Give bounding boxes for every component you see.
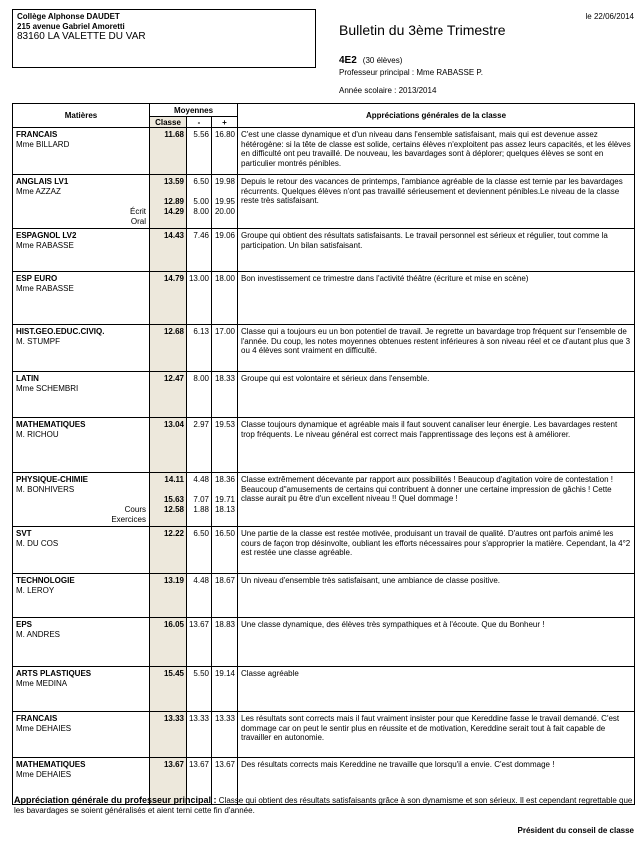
appreciation-text: Depuis le retour des vacances de printemps, l'ambiance agréable de la classe est ternie par les bavardages récurrents. Quelques élèves n'ont pas travaillé sérieusement et deviennent pénibles.Le niveau de la classe reste très satisfaisant.	[241, 177, 623, 206]
min-average: 7.46	[193, 231, 209, 240]
subject-row	[13, 667, 635, 712]
appreciation-text: Groupe qui obtient des résultats satisfaisants. Le travail personnel est sérieux et régulier, tout comme la participation. Un bilan satisfaisant.	[241, 231, 608, 250]
school-address-line2: 83160 LA VALETTE DU VAR	[17, 31, 146, 42]
subject-name: SVT	[16, 529, 32, 538]
appreciation-text: Bon investissement ce trimestre dans l'activité théâtre (écriture et mise en scène)	[241, 274, 529, 283]
subject-name: ESP EURO	[16, 274, 58, 283]
sub-class-average: 15.63	[163, 495, 184, 504]
min-cell	[187, 325, 212, 372]
subject-cell	[13, 418, 150, 473]
class-average: 12.68	[163, 327, 184, 336]
subject-name: HIST.GEO.EDUC.CIVIQ.	[16, 327, 105, 336]
appreciation-cell	[238, 418, 635, 473]
max-average: 13.67	[214, 760, 235, 769]
subject-name: MATHEMATIQUES	[16, 420, 86, 429]
min-cell	[187, 272, 212, 325]
subject-cell	[13, 473, 150, 527]
appreciation-text: Classe qui a toujours eu un bon potentiel de travail. Je regrette un bavardage trop fréquent sur l'ensemble de l'année. Du coup, les notes moyennes obtenues restent inférieures à son niveau réel et ce d'autant plus que 3 ou 4 élèves sont vraiment en difficulté.	[241, 327, 631, 356]
subject-cell	[13, 574, 150, 618]
min-cell	[187, 229, 212, 272]
max-average: 16.50	[214, 529, 235, 538]
class-average-cell	[150, 473, 187, 527]
sub-max-average: 19.95	[214, 197, 235, 206]
appreciation-text: Des résultats corrects mais Kereddine ne travaille que lorsqu'il a envie. C'est dommage !	[241, 760, 555, 769]
class-average: 13.19	[163, 576, 184, 585]
subject-row	[13, 418, 635, 473]
appreciation-cell	[238, 712, 635, 758]
appreciation-cell	[238, 325, 635, 372]
appreciation-cell	[238, 574, 635, 618]
subject-name: ARTS PLASTIQUES	[16, 669, 92, 678]
subject-name: EPS	[16, 620, 33, 629]
subject-row	[13, 527, 635, 574]
class-average-cell	[150, 574, 187, 618]
min-cell	[187, 473, 212, 527]
sub-class-average: 14.29	[163, 207, 184, 216]
subject-row	[13, 574, 635, 618]
min-cell	[187, 418, 212, 473]
max-cell	[212, 618, 238, 667]
min-average: 5.50	[193, 669, 209, 678]
teacher-name: Mme BILLARD	[16, 140, 70, 149]
min-average: 4.48	[193, 475, 209, 484]
class-average: 13.04	[163, 420, 184, 429]
min-average: 13.00	[188, 274, 209, 283]
sub-max-average: 18.13	[214, 505, 235, 514]
appreciation-cell	[238, 128, 635, 175]
class-average: 14.79	[163, 274, 184, 283]
general-appreciation-text: Classe qui obtient des résultats satisfaisants grâce à son dynamisme et son sérieux. Il est cependant regrettable que les bavardages se soient généralisés et aient terni cette fin d'année.	[14, 796, 633, 815]
class-average-cell	[150, 712, 187, 758]
min-average: 13.67	[188, 620, 209, 629]
subject-cell	[13, 175, 150, 229]
max-cell	[212, 175, 238, 229]
subject-cell	[13, 527, 150, 574]
min-average: 13.67	[188, 760, 209, 769]
teacher-name: M. LEROY	[16, 586, 55, 595]
appreciation-text: Classe toujours dynamique et agréable mais il faut souvent canaliser leur énergie. Les bavardages restent trop fréquents. Le niveau général est correct mais l'apprentissage des leçons est à améliorer.	[241, 420, 618, 439]
teacher-name: Mme MEDINA	[16, 679, 68, 688]
subject-cell	[13, 229, 150, 272]
teacher-name: M. ANDRES	[16, 630, 61, 639]
min-cell	[187, 667, 212, 712]
appreciation-cell	[238, 229, 635, 272]
grades-table	[12, 103, 635, 805]
subject-cell	[13, 128, 150, 175]
subject-row	[13, 175, 635, 229]
appreciation-cell	[238, 473, 635, 527]
school-address-line1: 215 avenue Gabriel Amoretti	[17, 22, 125, 31]
subject-name: ANGLAIS LV1	[16, 177, 69, 186]
max-cell	[212, 128, 238, 175]
max-cell	[212, 712, 238, 758]
class-average: 14.11	[164, 475, 184, 484]
max-average: 19.53	[214, 420, 235, 429]
subject-name: LATIN	[16, 374, 39, 383]
class-average-cell	[150, 527, 187, 574]
max-average: 18.67	[214, 576, 235, 585]
min-average: 8.00	[193, 374, 209, 383]
subject-name: FRANCAIS	[16, 714, 58, 723]
class-average: 14.43	[163, 231, 184, 240]
teacher-name: Mme DEHAIES	[16, 770, 72, 779]
subject-name: FRANCAIS	[16, 130, 58, 139]
max-average: 18.33	[214, 374, 235, 383]
appreciation-text: Les résultats sont corrects mais il faut vraiment insister pour que Kereddine fasse le travail demandé. C'est dommage car on peut le sentir plus en réussite et de motivation, Kereddine serait tout à fait capable de travailler en autonomie.	[241, 714, 620, 743]
sub-min-average: 7.07	[193, 495, 209, 504]
min-average: 13.33	[188, 714, 209, 723]
class-average: 12.47	[163, 374, 184, 383]
max-cell	[212, 272, 238, 325]
subject-cell	[13, 618, 150, 667]
general-appreciation	[14, 795, 634, 816]
subjects-header: Matières	[13, 104, 150, 128]
sub-component-label: Exercices	[111, 515, 146, 524]
subject-name: ESPAGNOL LV2	[16, 231, 77, 240]
max-average: 19.14	[214, 669, 235, 678]
subject-cell	[13, 667, 150, 712]
class-average-header: Classe	[150, 117, 187, 128]
appreciation-text: Un niveau d'ensemble très satisfaisant, une ambiance de classe positive.	[241, 576, 501, 585]
teacher-name: Mme DEHAIES	[16, 724, 72, 733]
max-average: 18.83	[214, 620, 235, 629]
principal-teacher: Professeur principal : Mme RABASSE P.	[339, 68, 483, 77]
sub-component-label: Oral	[130, 217, 146, 226]
school-year: Année scolaire : 2013/2014	[339, 86, 437, 95]
class-name	[339, 55, 402, 66]
subject-name: MATHEMATIQUES	[16, 760, 86, 769]
teacher-name: M. RICHOU	[16, 430, 59, 439]
subject-cell	[13, 272, 150, 325]
appreciation-cell	[238, 618, 635, 667]
class-average-cell	[150, 229, 187, 272]
appreciation-text: Classe extrêmement décevante par rapport aux possibilités ! Beaucoup d'agitation voire de contestation ! Beaucoup d"amusements de certains qui contribuent à donner une certaine impression de gâchis ! Cette classe aurait pu être d'un excellent niveau !! Quel dommage !	[241, 475, 613, 504]
class-average-cell	[150, 272, 187, 325]
max-cell	[212, 372, 238, 418]
min-cell	[187, 372, 212, 418]
class-average: 13.67	[163, 760, 184, 769]
subject-cell	[13, 372, 150, 418]
max-cell	[212, 574, 238, 618]
sub-max-average: 19.71	[214, 495, 235, 504]
averages-header: Moyennes	[150, 104, 238, 117]
teacher-name: M. BONHIVERS	[16, 485, 75, 494]
subject-cell	[13, 325, 150, 372]
subject-row	[13, 473, 635, 527]
class-average: 16.05	[163, 620, 184, 629]
max-average: 13.33	[214, 714, 235, 723]
min-average: 5.56	[193, 130, 209, 139]
appreciation-cell	[238, 527, 635, 574]
appreciation-text: Groupe qui est volontaire et sérieux dans l'ensemble.	[241, 374, 430, 383]
teacher-name: Mme RABASSE	[16, 241, 74, 250]
school-name: Collège Alphonse DAUDET	[17, 12, 120, 21]
sub-min-average: 1.88	[193, 505, 209, 514]
report-date: le 22/06/2014	[585, 12, 634, 21]
max-cell	[212, 667, 238, 712]
min-cell	[187, 574, 212, 618]
appreciation-text: Une partie de la classe est restée motivée, produisant un travail de qualité. D'autres ont parfois animé les cours de façon trop désinvolte, oubliant les efforts nécessaires pour s'approprier la matière. Cependant, la 4°2 est restée une classe agréable.	[241, 529, 631, 558]
appreciation-text: Classe agréable	[241, 669, 299, 678]
subject-row	[13, 372, 635, 418]
max-header: +	[212, 117, 238, 128]
appreciation-cell	[238, 272, 635, 325]
class-average-cell	[150, 175, 187, 229]
appreciation-text: Une classe dynamique, des élèves très sympathiques et à l'écoute. Que du Bonheur !	[241, 620, 545, 629]
class-count: (30 élèves)	[362, 56, 403, 65]
max-average: 19.98	[214, 177, 235, 186]
sub-min-average: 8.00	[193, 207, 209, 216]
class-average-cell	[150, 667, 187, 712]
min-average: 6.50	[193, 529, 209, 538]
school-address-box	[12, 9, 316, 68]
class-average: 13.33	[163, 714, 184, 723]
sub-class-average: 12.58	[163, 505, 184, 514]
min-cell	[187, 175, 212, 229]
subject-row	[13, 325, 635, 372]
subject-row	[13, 712, 635, 758]
class-average-cell	[150, 418, 187, 473]
sub-component-label: Écrit	[130, 207, 146, 216]
max-cell	[212, 325, 238, 372]
class-average: 11.68	[164, 130, 184, 139]
subject-name: TECHNOLOGIE	[16, 576, 75, 585]
teacher-name: M. STUMPF	[16, 337, 60, 346]
teacher-name: M. DU COS	[16, 539, 59, 548]
max-average: 18.00	[214, 274, 235, 283]
appreciation-cell	[238, 667, 635, 712]
min-average: 2.97	[193, 420, 209, 429]
min-cell	[187, 712, 212, 758]
min-cell	[187, 128, 212, 175]
sub-max-average: 20.00	[214, 207, 235, 216]
teacher-name: Mme SCHEMBRI	[16, 384, 79, 393]
max-cell	[212, 418, 238, 473]
min-average: 6.50	[193, 177, 209, 186]
max-average: 18.36	[214, 475, 235, 484]
teacher-name: Mme AZZAZ	[16, 187, 61, 196]
report-title: Bulletin du 3ème Trimestre	[339, 22, 506, 38]
general-appreciation-label: Appréciation générale du professeur principal :	[14, 795, 217, 805]
sub-class-average: 12.89	[163, 197, 184, 206]
subject-row	[13, 128, 635, 175]
appreciation-cell	[238, 372, 635, 418]
max-cell	[212, 473, 238, 527]
appreciation-text: C'est une classe dynamique et d'un niveau dans l'ensemble satisfaisant, mais qui est devenue assez hétérogène: si la tête de classe est solide, certains élèves n'exploitent pas assez leurs capacités, et les élèves en difficulté ont peu travaillé. De nouveau, les bavardages sont à déplorer; quelques élèves se sont en particulier montrés pénibles.	[241, 130, 631, 168]
class-average-cell	[150, 372, 187, 418]
subject-row	[13, 618, 635, 667]
class-council-president: Président du conseil de classe	[517, 826, 634, 835]
class-name-text: 4E2	[339, 55, 357, 66]
teacher-name: Mme RABASSE	[16, 284, 74, 293]
max-average: 17.00	[214, 327, 235, 336]
subject-row	[13, 272, 635, 325]
class-average: 13.59	[163, 177, 184, 186]
sub-component-label: Cours	[124, 505, 146, 514]
subject-cell	[13, 712, 150, 758]
class-average-cell	[150, 618, 187, 667]
class-average: 15.45	[163, 669, 184, 678]
appreciations-header: Appréciations générales de la classe	[238, 104, 635, 128]
max-average: 19.06	[214, 231, 235, 240]
subject-name: PHYSIQUE-CHIMIE	[16, 475, 89, 484]
min-average: 4.48	[193, 576, 209, 585]
max-cell	[212, 229, 238, 272]
min-cell	[187, 527, 212, 574]
max-cell	[212, 527, 238, 574]
class-average-cell	[150, 325, 187, 372]
subject-row	[13, 229, 635, 272]
class-average: 12.22	[163, 529, 184, 538]
class-average-cell	[150, 128, 187, 175]
min-average: 6.13	[193, 327, 209, 336]
min-cell	[187, 618, 212, 667]
sub-min-average: 5.00	[193, 197, 209, 206]
appreciation-cell	[238, 175, 635, 229]
max-average: 16.80	[214, 130, 235, 139]
min-header: -	[187, 117, 212, 128]
